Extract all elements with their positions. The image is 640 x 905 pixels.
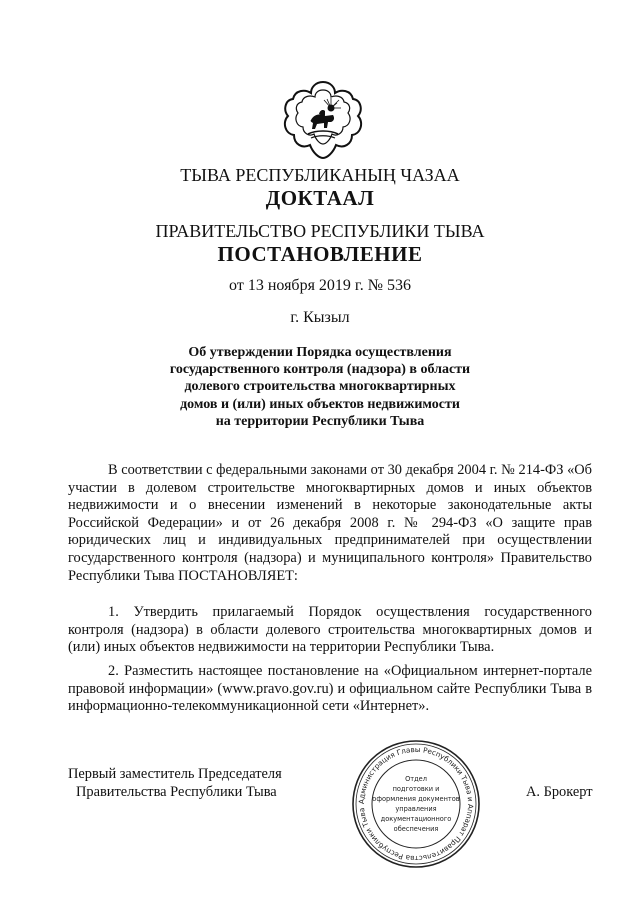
title-line: долевого строительства многоквартирных xyxy=(184,379,456,395)
title-line: домов и (или) иных объектов недвижимости xyxy=(180,396,460,412)
preamble-paragraph xyxy=(68,462,592,585)
document-title xyxy=(120,344,520,430)
document-city: г. Кызыл xyxy=(290,309,350,326)
stamp-center-line: управления xyxy=(395,805,437,813)
signatory-position xyxy=(68,766,282,801)
position-line: Первый заместитель Председателя xyxy=(68,766,282,782)
title-line: Об утверждении Порядка осуществления xyxy=(188,345,452,360)
svg-text:Администрация Главы Республики xyxy=(357,745,475,863)
stamp-center-line: документационного xyxy=(380,815,452,823)
tuvan-government-heading: ТЫВА РЕСПУБЛИКАНЫҢ ЧАЗАА xyxy=(180,165,460,185)
tuvan-document-type: ДОКТААЛ xyxy=(265,186,375,210)
position-line: Правительства Республики Тыва xyxy=(76,783,277,800)
russian-government-heading: ПРАВИТЕЛЬСТВО РЕСПУБЛИКИ ТЫВА xyxy=(155,221,485,241)
stamp-center-line: обеспечения xyxy=(393,825,439,833)
paragraph-text: 1. Утвердить прилагаемый Порядок осуществления государственного контроля (надзора) в области долевого строительства многоквартирных домов и (или) иных объектов недвижимости на территории Республики Тыва. xyxy=(68,604,592,656)
title-line: на территории Республики Тыва xyxy=(215,413,425,429)
signatory-name: А. Брокерт xyxy=(526,784,593,800)
clause-2-paragraph xyxy=(68,663,592,716)
stamp-ring-text: Администрация Главы Республики Тыва и Аппарат Правительства Республики Тыва xyxy=(356,744,476,864)
seal-stamp-icon xyxy=(350,738,482,870)
stamp-center-line: Отдел xyxy=(405,775,427,783)
stamp-center-line: подготовки и xyxy=(392,785,440,793)
russian-document-type: ПОСТАНОВЛЕНИЕ xyxy=(217,242,423,266)
paragraph-text: 2. Разместить настоящее постановление на «Официальном интернет-портале правовой информации» (www.pravo.gov.ru) и официальном сайте Республики Тыва в информационно-телекоммуникационной сети «Интернет». xyxy=(68,663,592,715)
stamp-center-line: оформления документов xyxy=(372,795,460,803)
clause-1-paragraph xyxy=(68,604,592,657)
document-date-number: от 13 ноября 2019 г. № 536 xyxy=(229,277,411,294)
title-line: государственного контроля (надзора) в области xyxy=(169,362,471,378)
paragraph-text: В соответствии с федеральными законами от 30 декабря 2004 г. № 214-ФЗ «Об участии в долевом строительстве многоквартирных домов и иных объектов недвижимости и о внесении изменений в некоторые законодательные акты Российской Федерации» и от 26 декабря 2008 г. № 294-ФЗ «О защите прав юридических лиц и индивидуальных предпринимателей при осуществлении государственного контроля (надзора) и муниципального контроля» Правительство Республики Тыва ПОСТАНОВЛЯЕТ: xyxy=(68,462,592,584)
coat-of-arms-icon xyxy=(281,78,365,162)
